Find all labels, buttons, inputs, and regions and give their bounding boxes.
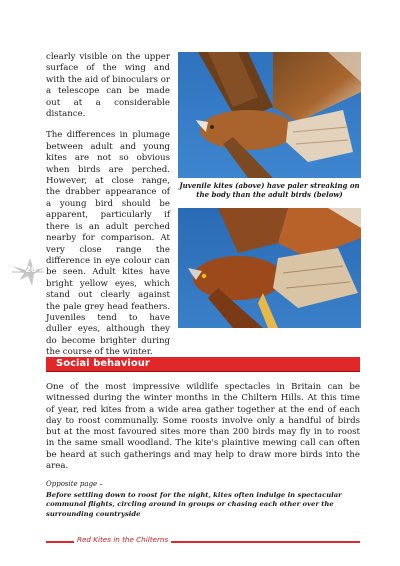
- opposite-page-caption: Before settling down to roost for the night, kites often indulge in spectacular communal flights, circling around in groups or chasing each other over the surrounding countryside: [46, 491, 342, 518]
- page-number: 20: [25, 265, 37, 274]
- adult-kite-photo: [178, 208, 361, 328]
- opposite-page-label: Opposite page –: [46, 480, 103, 488]
- juvenile-kite-photo: [178, 52, 361, 178]
- left-column-text: [46, 52, 170, 369]
- paragraph-plumage-visibility: clearly visible on the upper surface of the wing and with the aid of binoculars or a telescope can be made out at a considerable distance.: [46, 52, 170, 120]
- section-title: Social behaviour: [56, 358, 150, 369]
- photo-caption: Juvenile kites (above) have paler streaking on the body than the adult birds (below): [179, 181, 360, 199]
- section-body-text: One of the most impressive wildlife spectacles in Britain can be witnessed during the winter months in the Chiltern Hills. At this time of year, red kites from a wide area gather together at the end of each day to roost communally. Some roosts involve only a handful of birds but at the most favoured sites more than 200 birds may fly in to roost in the same small woodland. The kite's plaintive mewing call can often be heard at such gatherings and may help to draw more birds into the area.: [46, 382, 360, 472]
- footer-title: Red Kites in the Chilterns: [74, 535, 171, 544]
- paragraph-plumage-differences: The differences in plumage between adult and young kites are not so obvious when birds are perched. However, at close range, the drabber appearance of a young bird should be apparent, particularly if there is an adult perched nearby for comparison. At very close range the difference in eye colour can be seen. Adult kites have bright yellow eyes, which stand out clearly against the pale grey head feathers. Juveniles tend to have duller eyes, although they do become brighter during the course of the winter.: [46, 130, 170, 358]
- footer-rule-left: [46, 541, 76, 543]
- section-header-bar: [46, 357, 360, 372]
- footer-rule-right: [170, 541, 360, 543]
